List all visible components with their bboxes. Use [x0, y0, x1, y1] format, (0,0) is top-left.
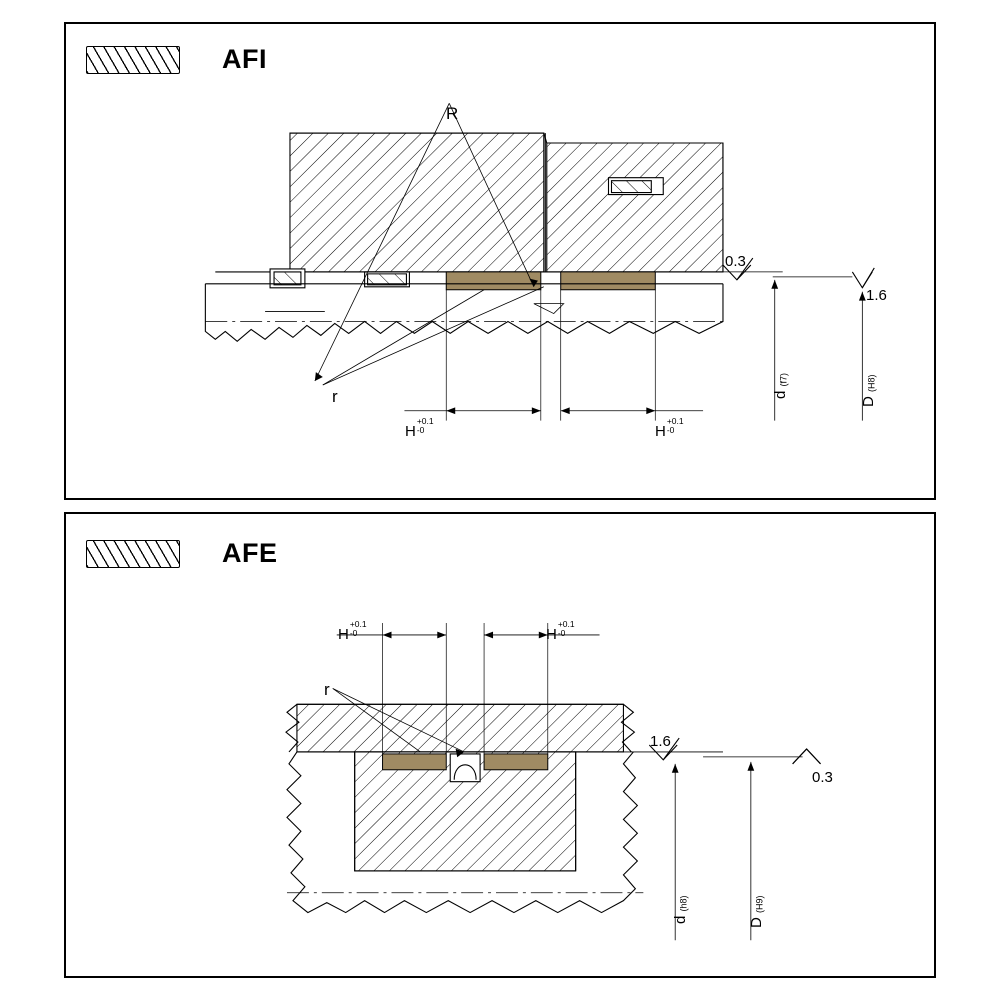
panel-afe — [64, 512, 936, 978]
afi-drawing — [66, 24, 934, 498]
label-tol-lower-right: -0 — [557, 627, 566, 638]
label-tol-upper-right: +0.1 — [557, 619, 575, 629]
label-tol-upper-left: +0.1 — [349, 619, 367, 629]
label-shaft-dia: d — [772, 390, 789, 399]
label-H-left: H — [338, 625, 349, 643]
label-tol-lower-left: -0 — [416, 424, 425, 435]
label-bore-fit: (H8) — [866, 374, 877, 392]
label-bore-dia: D — [860, 396, 877, 407]
label-roughness-1-6: 1.6 — [650, 733, 671, 750]
label-H-right: H — [546, 625, 557, 643]
label-shaft-fit: (f7) — [778, 372, 789, 387]
label-shaft-fit: (h8) — [678, 895, 689, 912]
legend-label-afi: AFI — [222, 44, 267, 74]
label-tol-upper-right: +0.1 — [666, 416, 684, 426]
label-H-left: H — [405, 422, 416, 440]
label-roughness-1-6: 1.6 — [866, 287, 887, 304]
afe-drawing — [66, 514, 934, 976]
label-tol-upper-left: +0.1 — [416, 416, 434, 426]
label-shaft-dia: d — [672, 915, 689, 924]
label-tol-lower-right: -0 — [666, 424, 675, 435]
label-bore-dia: D — [748, 917, 765, 928]
label-bore-fit: (H9) — [754, 895, 765, 913]
label-H-right: H — [655, 422, 666, 440]
label-chamfer-0-3: 0.3 — [812, 769, 833, 786]
label-R: R — [446, 104, 459, 123]
legend-label-afe: AFE — [222, 538, 278, 568]
label-r: r — [332, 387, 338, 406]
label-tol-lower-left: -0 — [349, 627, 358, 638]
panel-afi — [64, 22, 936, 500]
label-chamfer-0-3: 0.3 — [725, 253, 746, 270]
label-r: r — [324, 680, 330, 699]
